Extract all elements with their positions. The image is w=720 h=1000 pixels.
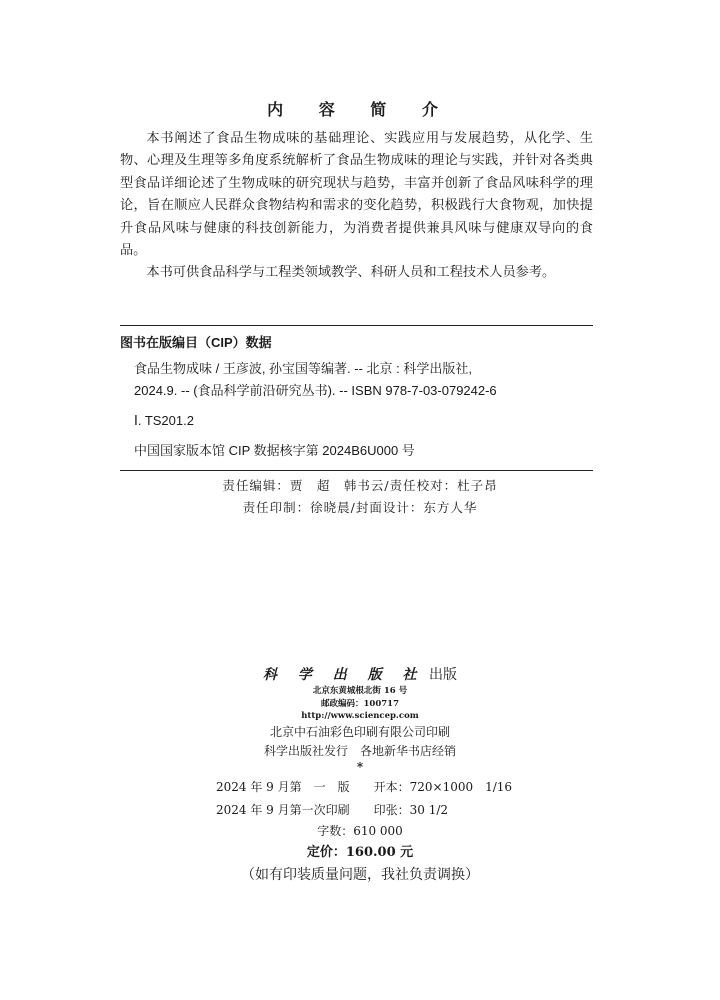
cip-catalog-number: 中国国家版本馆 CIP 数据核字第 2024B6U000 号 <box>134 443 415 458</box>
credits-production: 责任印制：徐晓晨/封面设计：东方人华 <box>242 500 478 515</box>
publisher-line <box>0 665 720 685</box>
cip-heading: 图书在版编目（CIP）数据 <box>120 335 272 350</box>
summary-paragraph: 本书可供食品科学与工程类领域教学、科研人员和工程技术人员参考。 <box>146 265 556 281</box>
publish-word: 出版 <box>428 667 457 683</box>
edition-info: 2024 年 9 月第 一 版 开本：720×1000 1/16 <box>216 780 513 794</box>
cip-record-line: 2024.9. -- (食品科学前沿研究丛书). -- ISBN 978-7-03-079242-6 <box>134 383 497 398</box>
credits-editors: 责任编辑：贾 超 韩书云/责任校对：杜子昂 <box>222 478 498 493</box>
publisher-website: http://www.sciencep.com <box>301 711 419 721</box>
quality-notice: （如有印装质量问题，我社负责调换） <box>241 867 479 883</box>
publisher-address: 北京东黄城根北街 16 号 <box>312 686 408 696</box>
cip-record-line: 食品生物成味 / 王彦波, 孙宝国等编著. -- 北京 : 科学出版社, <box>134 361 473 376</box>
cip-block <box>120 325 593 471</box>
credits <box>0 475 720 519</box>
word-count: 字数：610 000 <box>317 824 403 838</box>
colophon <box>0 665 720 773</box>
printer: 北京中石油彩色印刷有限公司印刷 <box>269 724 450 739</box>
summary-body <box>120 128 593 285</box>
summary-title: 内 容 简 介 <box>267 100 453 119</box>
summary-paragraph: 本书阐述了食品生物成味的基础理论、实践应用与发展趋势，从化学、生物、心理及生理等多角度系统解析了食品生物成味的理论与实践，并针对各类典型食品详细论述了生物成味的研究现状与趋势，丰富并创新了食品风味科学的理论，旨在顺应人民群众食物结构和需求的变化趋势，积极践行大食物观，加快提升食品风味与健康的科技创新能力，为消费者提供兼具风味与健康双导向的食品。 <box>120 131 593 259</box>
separator-star: * <box>356 759 364 774</box>
publisher-name: 科 学 出 版 社 <box>263 667 425 683</box>
printing-info: 2024 年 9 月第一次印刷 印张：30 1/2 <box>216 803 449 817</box>
publisher-postcode: 邮政编码：100717 <box>321 698 399 709</box>
distribution: 科学出版社发行 各地新华书店经销 <box>263 743 456 758</box>
price: 定价：160.00 元 <box>306 845 414 860</box>
cip-classification: Ⅰ. TS201.2 <box>134 413 194 428</box>
